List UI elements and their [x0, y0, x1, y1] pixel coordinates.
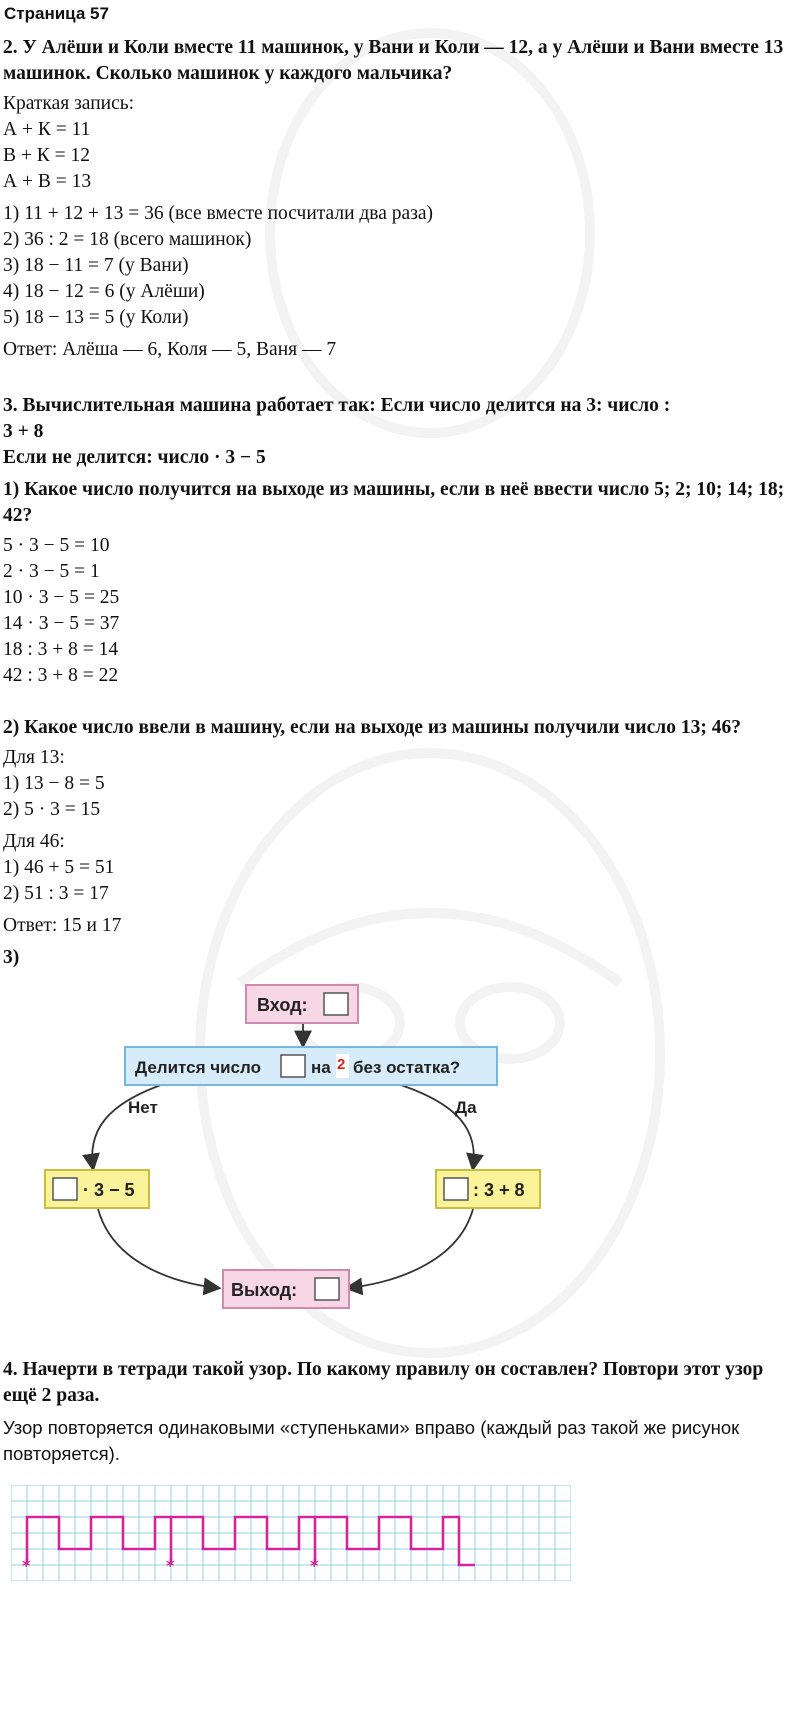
zigzag-pattern — [11, 1485, 571, 1581]
left-op-slot — [53, 1178, 77, 1200]
calc-line: 5 · 3 − 5 = 10 — [3, 535, 110, 556]
task-3-intro-line: 3 + 8 — [3, 421, 44, 442]
calc-line: 10 · 3 − 5 = 25 — [3, 587, 120, 608]
input-label: Вход: — [257, 995, 308, 1015]
task-2-question: 2. У Алёши и Коли вместе 11 машинок, у Вани и Коли — 12, а у Алёши и Вани вместе 13 машинок. Сколько машинок у каждого мальчика? — [3, 37, 784, 84]
solution-step: 1) 11 + 12 + 13 = 36 (все вместе посчитали два раза) — [3, 203, 434, 224]
note-line: В + К = 12 — [3, 145, 91, 166]
task-3-answer: Ответ: 15 и 17 — [3, 915, 122, 936]
task-3-q2: 2) Какое число ввели в машину, если на выходе из машины получили число 13; 46? — [3, 717, 741, 738]
arrow-yes — [388, 1081, 474, 1168]
question-digit: 2 — [337, 1056, 346, 1073]
page — [0, 3, 800, 1581]
grid-paper — [11, 1485, 571, 1581]
calc-line: 14 · 3 − 5 = 37 — [3, 613, 120, 634]
arrow-no — [92, 1081, 173, 1168]
task-2 — [3, 35, 800, 363]
solution-step: 2) 36 : 2 = 18 (всего машинок) — [3, 229, 252, 250]
task-3-q3-label: 3) — [3, 947, 20, 968]
arrow-right-out — [348, 1209, 473, 1288]
calc-line: 18 : 3 + 8 = 14 — [3, 639, 119, 660]
task-3-intro-line: Если не делится: число · 3 − 5 — [3, 447, 266, 468]
input-slot — [324, 993, 348, 1015]
for-46-label: Для 46: — [3, 831, 65, 852]
right-op-slot — [444, 1178, 468, 1200]
task-3-q1: 1) Какое число получится на выходе из машины, если в неё ввести число 5; 2; 10; 14; 18; 42? — [3, 479, 785, 526]
yes-label: Да — [455, 1098, 477, 1117]
solution-step: 3) 18 − 11 = 7 (у Вани) — [3, 255, 189, 276]
note-label: Краткая запись: — [3, 93, 135, 114]
task-3 — [3, 393, 800, 1323]
output-slot — [315, 1278, 339, 1300]
task-2-answer: Ответ: Алёша — 6, Коля — 5, Ваня — 7 — [3, 339, 337, 360]
no-label: Нет — [128, 1098, 158, 1117]
note-line: А + К = 11 — [3, 119, 91, 140]
calc-line: 1) 46 + 5 = 51 — [3, 857, 115, 878]
task-3-intro-line: 3. Вычислительная машина работает так: Если число делится на 3: число : — [3, 395, 671, 416]
calc-line: 2) 5 · 3 = 15 — [3, 799, 101, 820]
right-op-text: : 3 + 8 — [473, 1180, 525, 1200]
calc-line: 1) 13 − 8 = 5 — [3, 773, 105, 794]
left-op-text: · 3 − 5 — [83, 1180, 135, 1200]
question-suffix: без остатка? — [353, 1058, 461, 1077]
page-title: Страница 57 — [4, 4, 109, 23]
start-mark-icon: * — [22, 1556, 31, 1575]
for-13-label: Для 13: — [3, 747, 65, 768]
calc-line: 42 : 3 + 8 = 22 — [3, 665, 119, 686]
start-mark-icon: * — [310, 1556, 319, 1575]
solution-step: 4) 18 − 12 = 6 (у Алёши) — [3, 281, 205, 302]
solution-step: 5) 18 − 13 = 5 (у Коли) — [3, 307, 189, 328]
calc-line: 2 · 3 − 5 = 1 — [3, 561, 100, 582]
task-4 — [3, 1357, 800, 1581]
start-mark-icon: * — [166, 1556, 175, 1575]
task-3-intro — [3, 393, 800, 471]
question-prefix: Делится число — [135, 1058, 261, 1077]
task-4-text: Узор повторяется одинаковыми «ступеньками» вправо (каждый раз такой же рисунок повторяется). — [3, 1417, 740, 1464]
task-4-question: 4. Начерти в тетради такой узор. По какому правилу он составлен? Повтори этот узор ещё 2 раза. — [3, 1359, 764, 1406]
machine-flow-diagram — [33, 983, 553, 1323]
calc-line: 2) 51 : 3 = 17 — [3, 883, 109, 904]
question-mid: на — [311, 1058, 331, 1077]
arrow-left-out — [98, 1209, 218, 1288]
output-label: Выход: — [231, 1280, 298, 1300]
note-line: А + В = 13 — [3, 171, 92, 192]
question-slot — [281, 1055, 305, 1077]
